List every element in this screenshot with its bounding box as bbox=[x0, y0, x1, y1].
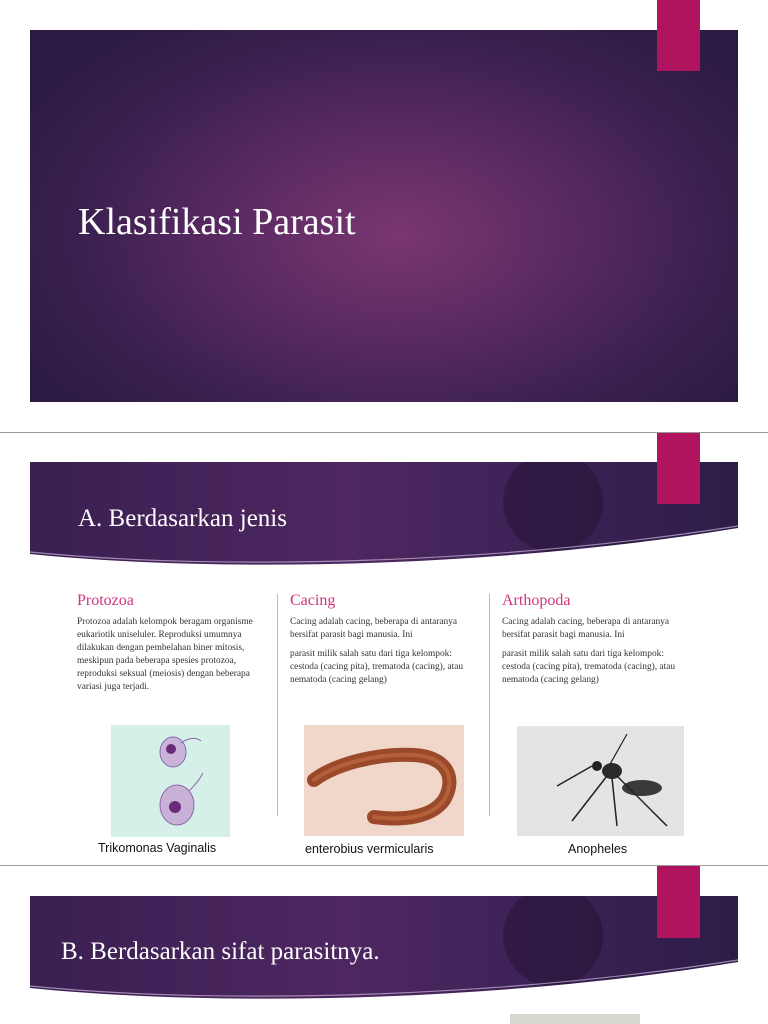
column-paragraph: Protozoa adalah kelompok beragam organisme eukariotik uniseluler. Reproduksi umumnya dilakukan dengan pembelahan biner mitosis, meskipun pada beberapa spesies protozoa, reproduksi seksual (meiosis) dengan beberapa variasi juga terjadi. bbox=[77, 617, 253, 692]
slide-1 bbox=[0, 0, 768, 432]
column-heading: Arthopoda bbox=[502, 592, 571, 609]
column-arthopoda bbox=[502, 592, 692, 693]
column-paragraph: Cacing adalah cacing, beberapa di antaranya bersifat parasit bagi manusia. Ini bbox=[502, 617, 670, 640]
accent-tab bbox=[657, 866, 700, 938]
column-separator bbox=[277, 594, 278, 816]
worm-drawing bbox=[304, 725, 464, 836]
column-protozoa bbox=[77, 592, 267, 700]
accent-tab bbox=[657, 0, 700, 71]
image-caption: Trikomonas Vaginalis bbox=[98, 841, 217, 855]
image-caption: enterobius vermicularis bbox=[305, 842, 434, 856]
accent-tab bbox=[657, 433, 700, 504]
mosquito-drawing bbox=[517, 726, 684, 836]
trichomonas-drawing bbox=[111, 725, 230, 837]
column-heading: Cacing bbox=[290, 592, 336, 609]
column-cacing bbox=[290, 592, 480, 693]
partial-image bbox=[510, 1014, 640, 1024]
slide-title: Klasifikasi Parasit bbox=[78, 201, 356, 243]
column-paragraph: Cacing adalah cacing, beberapa di antaranya bersifat parasit bagi manusia. Ini bbox=[290, 617, 458, 640]
column-separator bbox=[489, 594, 490, 816]
section-title: A. Berdasarkan jenis bbox=[78, 505, 287, 532]
trichomonas-image bbox=[111, 725, 230, 837]
section-title: B. Berdasarkan sifat parasitnya. bbox=[61, 938, 380, 965]
worm-image bbox=[304, 725, 464, 836]
mosquito-image bbox=[517, 726, 684, 836]
column-heading: Protozoa bbox=[77, 592, 134, 609]
image-caption: Anopheles bbox=[568, 842, 628, 856]
column-paragraph: parasit milik salah satu dari tiga kelompok: cestoda (cacing pita), trematoda (cacing), atau nematoda (cacing gelang) bbox=[502, 649, 676, 685]
column-paragraph: parasit milik salah satu dari tiga kelompok: cestoda (cacing pita), trematoda (cacing), atau nematoda (cacing gelang) bbox=[290, 649, 464, 685]
